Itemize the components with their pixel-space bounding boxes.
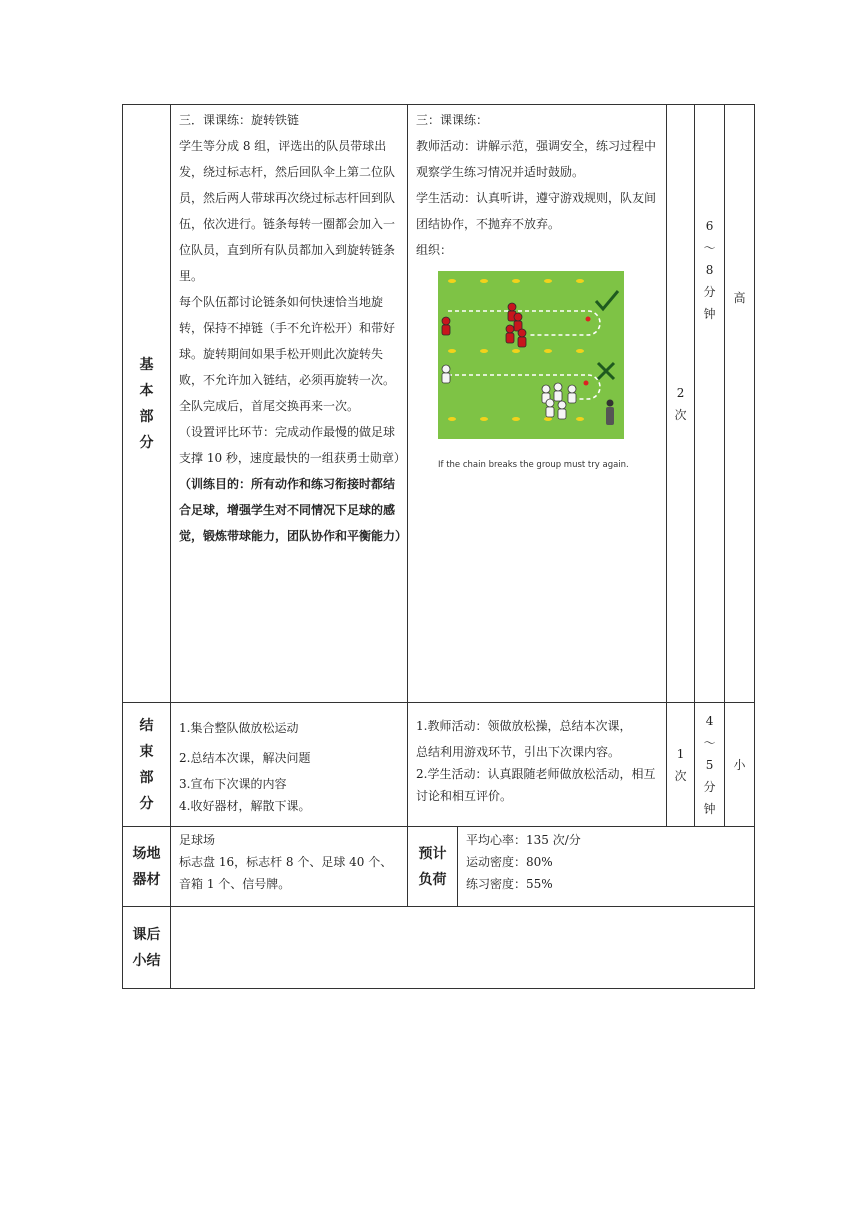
student-activity: 学生活动：认真听讲，遵守游戏规则，队友间团结协作，不抛弃不放弃。 xyxy=(416,191,657,231)
content-paragraph: （设置评比环节：完成动作最慢的做足球支撑 10 秒，速度最快的一组获勇士勋章） xyxy=(179,425,406,465)
basic-organization-cell xyxy=(408,105,667,703)
training-goal: （训练目的：所有动作和练习衔接时都结合足球，增强学生对不同情况下足球的感觉，锻炼带球能力，团队协作和平衡能力） xyxy=(179,477,408,543)
end-teacher-activity-cont: 总结利用游戏环节，引出下次课内容。 xyxy=(416,745,621,759)
venue-label: 场地 器材 xyxy=(123,827,171,907)
practice-density: 练习密度：55% xyxy=(466,877,553,891)
end-student-activity: 2.学生活动：认真跟随老师做放松活动，相互讨论和相互评价。 xyxy=(416,767,656,803)
coach-figure xyxy=(606,400,614,426)
content-paragraph: 学生等分成 8 组，评选出的队员带球出发，绕过标志杆，然后回队伞上第二位队员，然后两人带球再次绕过标志杆回到队伍，依次进行。链条每转一圈都会加入一位队员，直到所有队员都加入到旋转链条里。 xyxy=(179,139,396,283)
load-label: 预计 负荷 xyxy=(408,827,458,907)
pole-marker xyxy=(584,381,589,386)
content-paragraph: 全队完成后，首尾交换再来一次。 xyxy=(179,399,360,413)
pole-marker xyxy=(586,317,591,322)
org-label: 组织： xyxy=(416,243,453,257)
end-intensity-cell: 小 xyxy=(725,703,755,827)
end-item: 2.总结本次课，解决问题 xyxy=(179,751,311,765)
figure-caption: If the chain breaks the group must try again. xyxy=(438,460,629,470)
basic-section-row xyxy=(123,105,755,703)
soccer-field-illustration xyxy=(438,271,624,439)
basic-content-cell xyxy=(171,105,408,703)
end-teacher-activity: 1.教师活动：领做放松操，总结本次课， xyxy=(416,719,632,733)
drill-diagram xyxy=(416,263,660,478)
teacher-activity: 教师活动：讲解示范，强调安全，练习过程中观察学生练习情况并适时鼓励。 xyxy=(416,139,657,179)
field-grass xyxy=(438,271,624,439)
basic-intensity-cell: 高 xyxy=(725,105,755,703)
end-duration-cell: 4 ～ 5 分 钟 xyxy=(695,703,725,827)
venue-line: 足球场 xyxy=(179,833,216,847)
org-heading: 三：课课练： xyxy=(416,113,489,127)
end-organization-cell xyxy=(408,703,667,827)
heart-rate: 平均心率：135 次/分 xyxy=(466,833,581,847)
basic-section-label: 基 本 部 分 xyxy=(123,105,171,703)
summary-row xyxy=(123,907,755,989)
load-values-cell xyxy=(458,827,755,907)
end-item: 1.集合整队做放松运动 xyxy=(179,721,299,735)
end-times-cell: 1 次 xyxy=(667,703,695,827)
end-content-cell xyxy=(171,703,408,827)
summary-label: 课后 小结 xyxy=(123,907,171,989)
summary-cell xyxy=(171,907,755,989)
equipment-line: 标志盘 16，标志杆 8 个、足球 40 个、音箱 1 个、信号牌。 xyxy=(179,855,393,891)
end-item: 4.收好器材，解散下课。 xyxy=(179,799,311,813)
venue-equipment-cell xyxy=(171,827,408,907)
venue-row xyxy=(123,827,755,907)
basic-duration-cell: 6 ～ 8 分 钟 xyxy=(695,105,725,703)
end-section-label: 结 束 部 分 xyxy=(123,703,171,827)
basic-times-cell: 2 次 xyxy=(667,105,695,703)
lesson-plan-table xyxy=(122,104,754,989)
end-item: 3.宣布下次课的内容 xyxy=(179,777,287,791)
content-paragraph: 每个队伍都讨论链条如何快速恰当地旋转，保持不掉链（手不允许松开）和带好球。旋转期间如果手松开则此次旋转失败，不允许加入链结，必须再旋转一次。 xyxy=(179,295,396,387)
end-section-row xyxy=(123,703,755,827)
exercise-density: 运动密度：80% xyxy=(466,855,553,869)
content-heading: 三．课课练：旋转铁链 xyxy=(179,113,300,127)
